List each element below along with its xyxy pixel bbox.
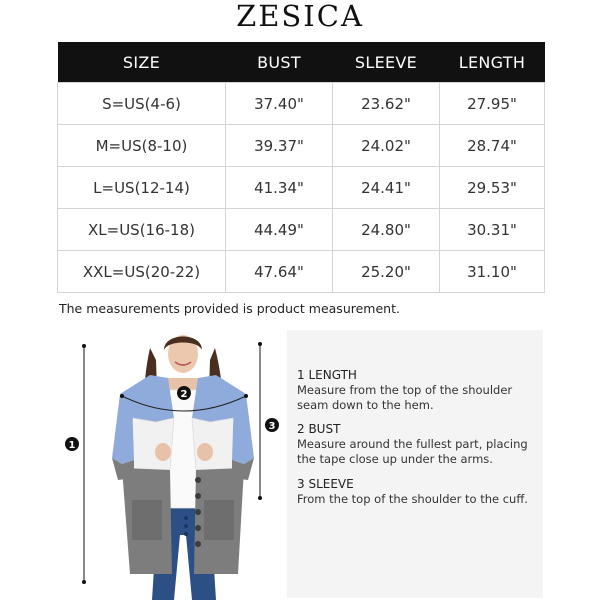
guide-bust-title: 2 BUST [297, 422, 341, 436]
sleeve-cell: 24.02" [333, 125, 440, 167]
size-cell: L=US(12-14) [58, 167, 226, 209]
guide-length [297, 368, 512, 413]
guide-length-desc-line: seam down to the hem. [297, 398, 434, 412]
bust-cell: 37.40" [226, 83, 333, 125]
measurement-guide-panel [287, 330, 543, 598]
marker-sleeve [265, 418, 279, 432]
guide-bust [297, 422, 528, 467]
length-cell: 30.31" [440, 209, 545, 251]
length-cell: 27.95" [440, 83, 545, 125]
model-photo [60, 330, 285, 600]
guide-sleeve [297, 477, 528, 507]
brand-logo: ZESICA [236, 0, 364, 33]
marker-length [65, 437, 79, 451]
table-row [58, 251, 545, 293]
marker-length-label: 1 [68, 440, 76, 451]
column-header: SLEEVE [333, 42, 440, 83]
table-row [58, 167, 545, 209]
bust-cell: 39.37" [226, 125, 333, 167]
size-cell: S=US(4-6) [58, 83, 226, 125]
size-cell: XXL=US(20-22) [58, 251, 226, 293]
sleeve-cell: 25.20" [333, 251, 440, 293]
table-row [58, 83, 545, 125]
table-header-row [58, 42, 545, 83]
marker-bust [177, 386, 191, 400]
table-row [58, 125, 545, 167]
measurement-note: The measurements provided is product measurement. [59, 301, 400, 316]
bust-cell: 44.49" [226, 209, 333, 251]
guide-sleeve-title: 3 SLEEVE [297, 477, 354, 491]
bust-cell: 47.64" [226, 251, 333, 293]
size-cell: XL=US(16-18) [58, 209, 226, 251]
size-chart-table [57, 42, 545, 293]
length-cell: 29.53" [440, 167, 545, 209]
column-header: SIZE [58, 42, 226, 83]
size-cell: M=US(8-10) [58, 125, 226, 167]
sleeve-cell: 23.62" [333, 83, 440, 125]
guide-length-title: 1 LENGTH [297, 368, 357, 382]
sleeve-cell: 24.41" [333, 167, 440, 209]
guide-bust-desc-line: Measure around the fullest part, placing [297, 437, 528, 451]
guide-length-desc-line: Measure from the top of the shoulder [297, 383, 513, 397]
column-header: BUST [226, 42, 333, 83]
bust-cell: 41.34" [226, 167, 333, 209]
column-header: LENGTH [440, 42, 545, 83]
sleeve-cell: 24.80" [333, 209, 440, 251]
length-cell: 28.74" [440, 125, 545, 167]
length-cell: 31.10" [440, 251, 545, 293]
marker-bust-label: 2 [180, 389, 188, 400]
table-row [58, 209, 545, 251]
guide-sleeve-desc-line: From the top of the shoulder to the cuff. [297, 492, 528, 506]
marker-sleeve-label: 3 [268, 421, 276, 432]
guide-bust-desc-line: the tape close up under the arms. [297, 452, 493, 466]
